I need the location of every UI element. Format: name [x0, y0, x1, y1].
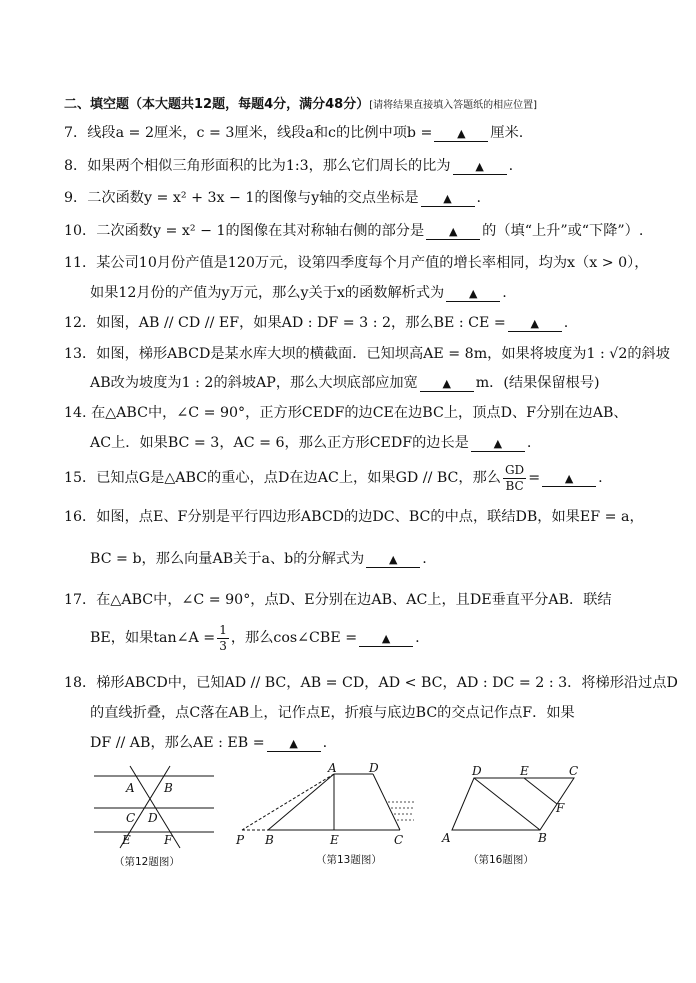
- answer-blank[interactable]: [542, 472, 596, 487]
- point-label-p: P: [236, 833, 245, 847]
- question-16-text: 16．如图，点E、F分别是平行四边形ABCD的边DC、BC的中点，联结DB，如果EF = a，: [64, 509, 644, 525]
- question-18-text-3: DF // AB，那么AE : EB =: [90, 735, 265, 751]
- blank-triangle-mark: ▲: [468, 287, 478, 300]
- question-7-unit: 厘米.: [490, 125, 524, 141]
- point-label-e: E: [122, 833, 131, 847]
- new-slope-ap: [242, 774, 334, 830]
- question-9-text: 9．二次函数y = x² + 3x − 1的图像与y轴的交点坐标是: [64, 190, 419, 206]
- question-10: [64, 222, 643, 240]
- question-11-line-1: [64, 254, 648, 272]
- point-label-f: F: [556, 801, 565, 815]
- water-lines: [388, 802, 414, 820]
- question-16-end: .: [422, 551, 427, 567]
- figure-16: [438, 764, 588, 850]
- question-17-text-2: BE，如果tan∠A =: [90, 630, 216, 646]
- blank-triangle-mark: ▲: [530, 317, 540, 330]
- point-label-e: E: [520, 764, 529, 778]
- question-11-line-2: [90, 284, 507, 302]
- question-9: [64, 189, 481, 207]
- blank-triangle-mark: ▲: [381, 632, 391, 645]
- segment-ef: [524, 778, 557, 804]
- question-14-text: 14. 在△ABC中，∠C = 90°，正方形CEDF的边CE在边BC上，顶点D、F分别在边AB、: [64, 405, 628, 421]
- question-17-line-2: [90, 620, 420, 656]
- point-label-c: C: [394, 833, 404, 847]
- answer-blank[interactable]: [446, 287, 500, 302]
- question-11-text: 11．某公司10月份产值是120万元，设第四季度每个月产值的增长率相同，均为x（x > 0），: [64, 255, 649, 271]
- question-18-line-3: [90, 734, 327, 752]
- point-label-a: A: [442, 831, 451, 845]
- fraction-denominator: 3: [219, 638, 227, 653]
- fraction-numerator: GD: [504, 462, 525, 477]
- answer-blank[interactable]: [366, 553, 420, 568]
- question-16-line-1: [64, 508, 644, 526]
- question-10-text: 10．二次函数y = x² − 1的图像在其对称轴右侧的部分是: [64, 223, 425, 239]
- fraction-gd-over-bc: [503, 463, 526, 494]
- question-9-end: .: [476, 190, 482, 206]
- point-label-b: B: [538, 831, 547, 845]
- answer-blank[interactable]: [471, 437, 525, 452]
- slope-ab: [268, 774, 334, 830]
- point-label-b: B: [265, 833, 274, 847]
- question-14-text-2: AC上．如果BC = 3，AC = 6，那么正方形CEDF的边长是: [90, 435, 469, 451]
- answer-blank[interactable]: [508, 317, 562, 332]
- question-15: [64, 460, 603, 496]
- blank-triangle-mark: ▲: [442, 377, 451, 390]
- blank-triangle-mark: ▲: [564, 472, 574, 485]
- point-label-c: C: [126, 811, 136, 825]
- section-title: 二、填空题（本大题共12题，每题4分，满分48分）: [64, 97, 370, 112]
- question-12: [64, 314, 568, 332]
- section-heading: [64, 93, 684, 112]
- question-7: [64, 124, 523, 142]
- blank-triangle-mark: ▲: [388, 553, 398, 566]
- question-15-end: .: [598, 470, 603, 486]
- blank-triangle-mark: ▲: [475, 160, 484, 173]
- question-16-line-2: [90, 550, 427, 568]
- question-10-end: 的（填“上升”或“下降”）.: [482, 223, 644, 239]
- answer-blank[interactable]: [420, 377, 474, 392]
- question-12-text: 12．如图，AB // CD // EF，如果AD : DF = 3 : 2，那么BE : CE =: [64, 315, 506, 331]
- equals-sign: =: [528, 470, 541, 486]
- question-8-text: 8．如果两个相似三角形面积的比为1:3，那么它们周长的比为: [64, 158, 451, 174]
- figure-12: [88, 764, 218, 854]
- point-label-d: D: [472, 764, 482, 778]
- question-11-text-2: 如果12月份的产值为y万元，那么y关于x的函数解析式为: [90, 285, 445, 301]
- figure-13-caption: （第13题图）: [316, 854, 382, 866]
- answer-blank[interactable]: [426, 225, 480, 240]
- answer-blank[interactable]: [434, 127, 488, 142]
- question-17-text: 17．在△ABC中，∠C = 90°，点D、E分别在边AB、AC上，且DE垂直平分AB．联结: [64, 592, 612, 608]
- point-label-b: B: [164, 781, 173, 795]
- question-18-text-2: 的直线折叠，点C落在AB上，记作点E，折痕与底边BC的交点记作点F．如果: [90, 705, 575, 721]
- diagonal-db: [474, 778, 540, 830]
- point-label-f: F: [164, 833, 173, 847]
- question-14-line-1: [64, 404, 628, 422]
- question-14-line-2: [90, 434, 531, 452]
- question-18-end: .: [322, 735, 328, 751]
- blank-triangle-mark: ▲: [289, 737, 298, 750]
- fraction-numerator: 1: [219, 622, 227, 637]
- fraction-one-third: [217, 623, 229, 654]
- question-18-line-2: [90, 704, 575, 722]
- question-13-end: m．(结果保留根号): [475, 375, 600, 391]
- blank-triangle-mark: ▲: [493, 437, 503, 450]
- section-note: [请将结果直接填入答题纸的相应位置]: [369, 100, 538, 111]
- question-17-end: .: [415, 630, 420, 646]
- point-label-e: E: [330, 833, 339, 847]
- question-15-text: 15．已知点G是△ABC的重心，点D在边AC上，如果GD // BC，那么: [64, 470, 501, 486]
- question-18-line-1: [64, 674, 678, 692]
- figure-13: [230, 762, 430, 850]
- point-label-c: C: [569, 764, 579, 778]
- question-8-end: .: [508, 158, 514, 174]
- question-13-line-2: [90, 374, 600, 392]
- point-label-d: D: [148, 811, 158, 825]
- slope-dc: [373, 774, 400, 830]
- question-16-text-2: BC = b，那么向量AB关于a、b的分解式为: [90, 551, 365, 567]
- blank-triangle-mark: ▲: [443, 192, 452, 205]
- question-13-line-1: [64, 345, 670, 363]
- answer-blank[interactable]: [267, 737, 321, 752]
- blank-triangle-mark: ▲: [448, 225, 458, 238]
- question-8: [64, 157, 513, 175]
- question-13-text: 13．如图，梯形ABCD是某水库大坝的横截面．已知坝高AE = 8m，如果将坡度为1 : √2的斜坡: [64, 346, 670, 362]
- point-label-a: A: [328, 762, 337, 775]
- question-7-text: 7．线段a = 2厘米，c = 3厘米，线段a和c的比例中项b =: [64, 125, 433, 141]
- question-12-end: .: [563, 315, 569, 331]
- question-17-text-3: ，那么cos∠CBE =: [230, 630, 358, 646]
- transversal-adf: [130, 766, 180, 848]
- answer-blank[interactable]: [359, 632, 413, 647]
- figure-12-caption: （第12题图）: [114, 856, 180, 868]
- fraction-denominator: BC: [505, 478, 524, 493]
- blank-triangle-mark: ▲: [457, 127, 466, 140]
- answer-blank[interactable]: [453, 160, 507, 175]
- question-17-line-1: [64, 591, 612, 609]
- figure-16-caption: （第16题图）: [468, 854, 534, 866]
- point-label-a: A: [126, 781, 135, 795]
- point-label-d: D: [369, 762, 379, 775]
- question-14-end: .: [526, 435, 532, 451]
- question-13-text-2: AB改为坡度为1 : 2的斜坡AP，那么大坝底部应加宽: [90, 375, 418, 391]
- answer-blank[interactable]: [421, 192, 475, 207]
- question-11-end: .: [502, 285, 507, 301]
- question-18-text: 18．梯形ABCD中，已知AD // BC，AB = CD，AD < BC，AD : DC = 2 : 3．将梯形沿过点D: [64, 675, 678, 691]
